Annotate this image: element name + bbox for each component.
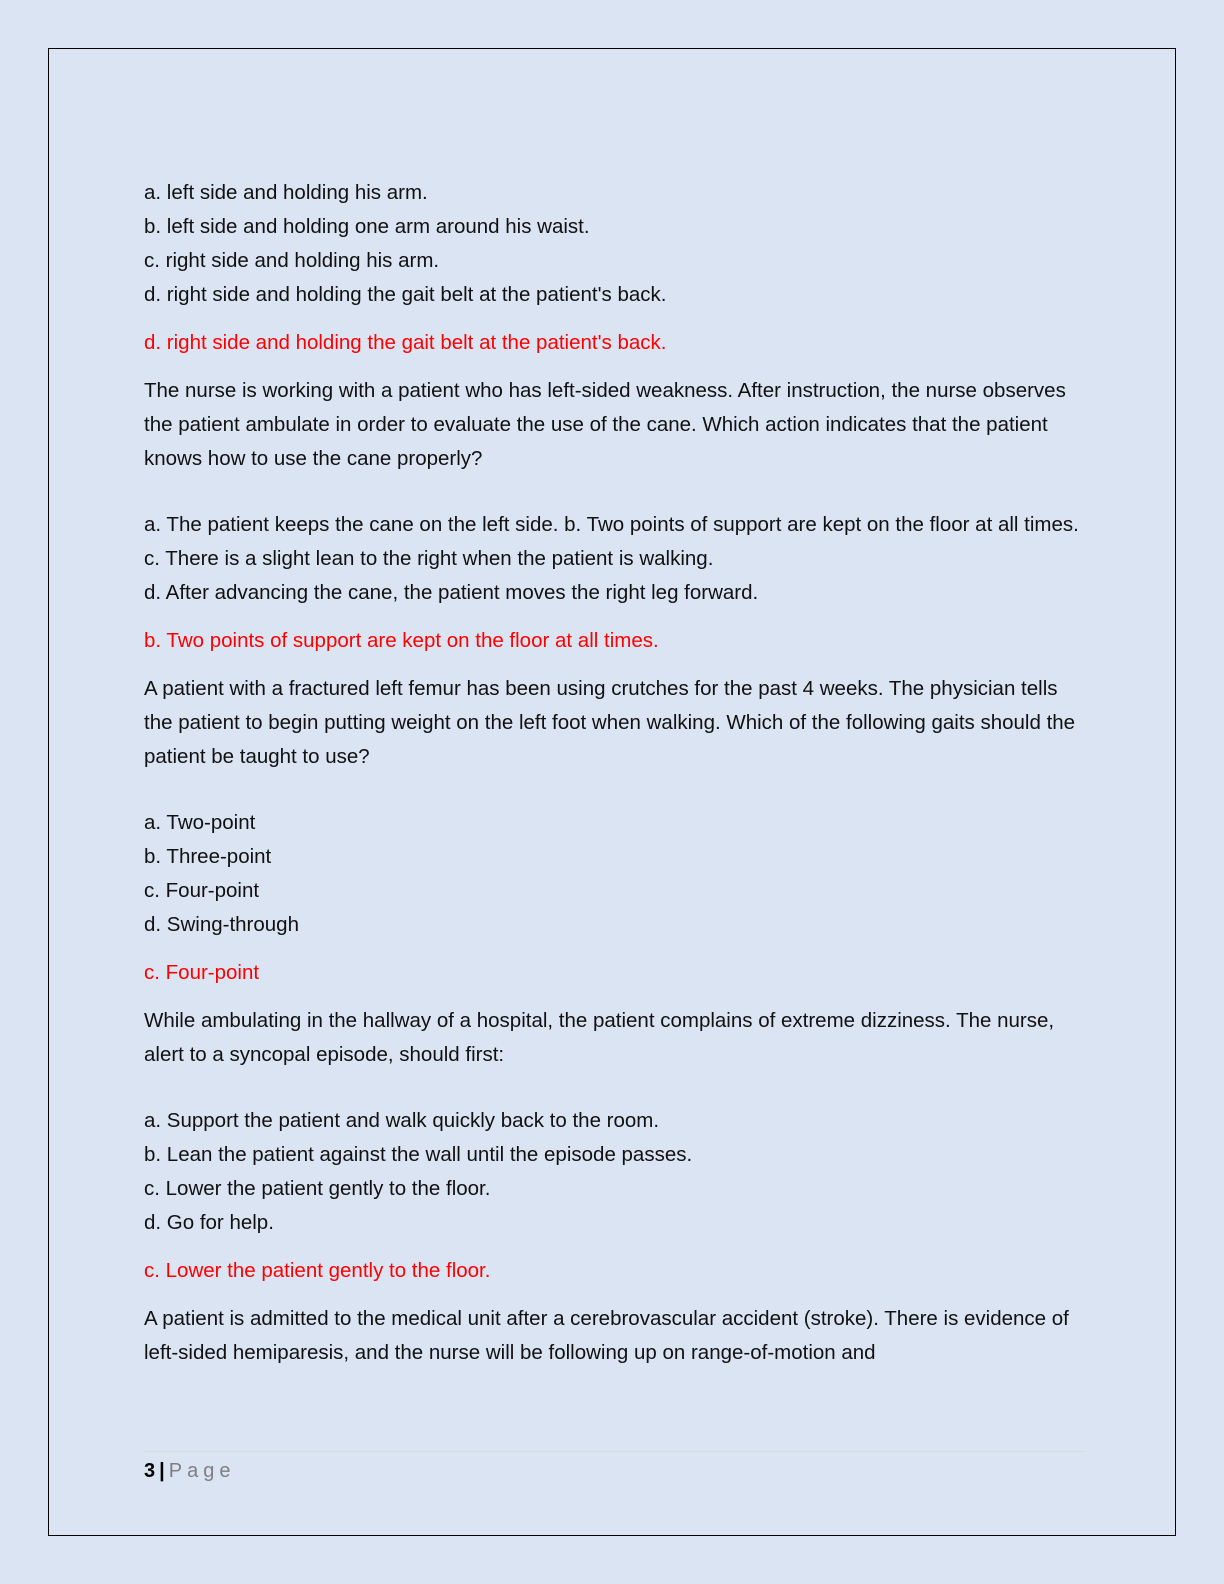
option-item: b. left side and holding one arm around his waist. <box>144 215 590 238</box>
question-text: A patient is admitted to the medical unit after a cerebrovascular accident (stroke). There is evidence of left-sided hemiparesis, and the nurse will be following up on range-of-motion and <box>144 1307 1069 1364</box>
answer-text: c. Four-point <box>144 961 260 984</box>
options-list <box>144 176 1089 312</box>
option-item: d. After advancing the cane, the patient moves the right leg forward. <box>144 581 759 604</box>
option-item: a. Two-point <box>144 811 256 834</box>
option-item: d. Swing-through <box>144 913 299 936</box>
page-label: Page <box>168 1460 236 1482</box>
option-item: b. Lean the patient against the wall until the episode passes. <box>144 1143 693 1166</box>
options-list <box>144 1104 1089 1240</box>
option-item: a. The patient keeps the cane on the left side. b. Two points of support are kept on the floor at all times. <box>144 513 1079 536</box>
option-item: c. right side and holding his arm. <box>144 249 440 272</box>
option-item: c. Four-point <box>144 879 260 902</box>
question-text: While ambulating in the hallway of a hospital, the patient complains of extreme dizziness. The nurse, alert to a syncopal episode, should first: <box>144 1009 1055 1066</box>
option-item: a. left side and holding his arm. <box>144 181 428 204</box>
document-body <box>144 176 1089 1402</box>
answer-text: b. Two points of support are kept on the floor at all times. <box>144 629 659 652</box>
question-text: The nurse is working with a patient who has left-sided weakness. After instruction, the nurse observes the patient ambulate in order to evaluate the use of the cane. Which action indicates that the patient knows how to use the cane properly? <box>144 379 1066 470</box>
page-footer <box>144 1451 1085 1488</box>
option-item: c. Lower the patient gently to the floor. <box>144 1177 491 1200</box>
options-list <box>144 508 1089 610</box>
page-number: 3 <box>144 1460 156 1482</box>
option-item: d. right side and holding the gait belt at the patient's back. <box>144 283 667 306</box>
answer-text: d. right side and holding the gait belt at the patient's back. <box>144 331 667 354</box>
question-text: A patient with a fractured left femur has been using crutches for the past 4 weeks. The physician tells the patient to begin putting weight on the left foot when walking. Which of the following gaits should the patient be taught to use? <box>144 677 1076 768</box>
option-item: b. Three-point <box>144 845 272 868</box>
options-list <box>144 806 1089 942</box>
option-item: c. There is a slight lean to the right when the patient is walking. <box>144 547 714 570</box>
answer-text: c. Lower the patient gently to the floor. <box>144 1259 491 1282</box>
option-item: d. Go for help. <box>144 1211 274 1234</box>
option-item: a. Support the patient and walk quickly back to the room. <box>144 1109 660 1132</box>
footer-separator: | <box>159 1460 165 1482</box>
